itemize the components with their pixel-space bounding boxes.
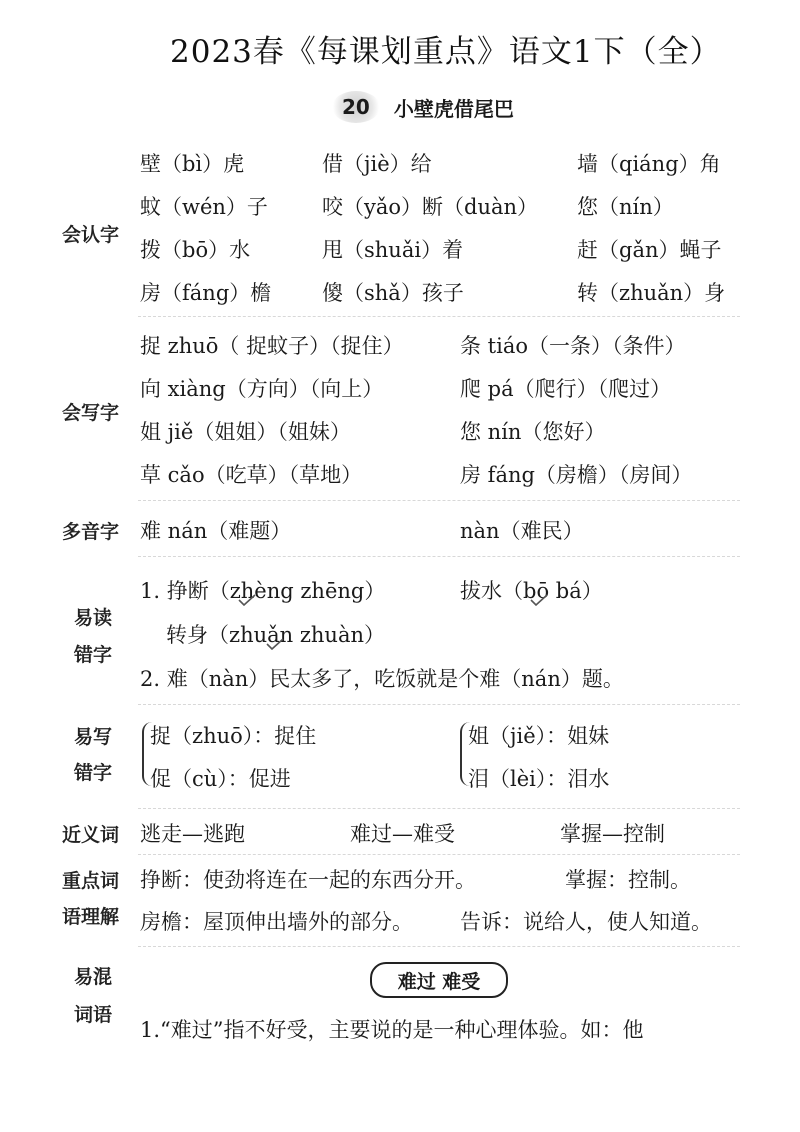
section-label-miswrite: 错字 <box>74 762 113 784</box>
lesson-name: 小壁虎借尾巴 <box>393 96 514 121</box>
write-cell: 向 xiàng（方向）（向上） <box>140 377 384 401</box>
polyphone-item: 难 nán（难题） <box>140 519 292 543</box>
recognize-cell: 借（jiè）给 <box>322 152 432 176</box>
keyword-definition: 告诉：说给人，使人知道。 <box>460 910 712 934</box>
section-label-recognize: 会认字 <box>62 224 120 246</box>
section-label-synonyms: 近义词 <box>62 824 120 846</box>
section-divider <box>138 704 740 705</box>
section-divider <box>138 854 740 855</box>
check-mark-icon <box>266 638 284 650</box>
lesson-heading <box>332 90 514 124</box>
write-cell: 草 cǎo（吃草）（草地） <box>140 463 363 487</box>
keyword-definition: 房檐：屋顶伸出墙外的部分。 <box>140 910 413 934</box>
synonym-pair: 掌握—控制 <box>560 822 665 846</box>
section-label-keywords: 语理解 <box>62 906 120 928</box>
section-label-misread: 易读 <box>74 607 113 629</box>
recognize-cell: 傻（shǎ）孩子 <box>322 281 464 305</box>
misread-line: 1. 挣断（zhèng zhēng） <box>140 579 386 603</box>
miswrite-item: 促（cù）：促进 <box>150 767 291 791</box>
section-divider <box>138 946 740 947</box>
section-label-polyphone: 多音字 <box>62 521 120 543</box>
polyphone-item: nàn（难民） <box>460 519 584 543</box>
write-cell: 条 tiáo（一条）（条件） <box>460 334 686 358</box>
recognize-cell: 转（zhuǎn）身 <box>577 281 726 305</box>
section-label-write: 会写字 <box>62 402 120 424</box>
keyword-definition: 挣断：使劲将连在一起的东西分开。 <box>140 868 476 892</box>
write-cell: 您 nín（您好） <box>460 420 606 444</box>
recognize-cell: 墙（qiáng）角 <box>577 152 721 176</box>
recognize-cell: 拨（bō）水 <box>140 238 251 262</box>
synonym-pair: 难过—难受 <box>350 822 455 846</box>
confusing-words-box: 难过 难受 <box>370 962 508 998</box>
write-cell: 姐 jiě（姐姐）（姐妹） <box>140 420 351 444</box>
recognize-cell: 蚊（wén）子 <box>140 195 268 219</box>
miswrite-item: 泪（lèi）：泪水 <box>468 767 610 791</box>
miswrite-item: 捉（zhuō）：捉住 <box>150 724 317 748</box>
section-label-misread: 错字 <box>74 644 113 666</box>
recognize-cell: 您（nín） <box>577 195 674 219</box>
misread-line: 2. 难（nàn）民太多了，吃饭就是个难（nán）题。 <box>140 667 624 691</box>
recognize-cell: 赶（gǎn）蝇子 <box>577 238 722 262</box>
check-mark-icon <box>238 594 256 606</box>
recognize-cell: 房（fáng）檐 <box>140 281 272 305</box>
lesson-number: 20 <box>332 91 380 123</box>
synonym-pair: 逃走—逃跑 <box>140 822 245 846</box>
section-divider <box>138 316 740 317</box>
write-cell: 爬 pá（爬行）（爬过） <box>460 377 672 401</box>
recognize-cell: 壁（bì）虎 <box>140 152 245 176</box>
section-label-keywords: 重点词 <box>62 870 120 892</box>
confusing-explanation: 1.“难过”指不好受，主要说的是一种心理体验。如：他 <box>140 1018 644 1042</box>
section-divider <box>138 808 740 809</box>
recognize-cell: 咬（yǎo）断（duàn） <box>322 195 539 219</box>
write-cell: 捉 zhuō（ 捉蚊子）（捉住） <box>140 334 404 358</box>
section-label-confusing: 词语 <box>74 1004 113 1026</box>
keyword-definition: 掌握：控制。 <box>565 868 691 892</box>
section-divider <box>138 500 740 501</box>
misread-line: 拔水（bō bá） <box>460 579 603 603</box>
section-label-confusing: 易混 <box>74 966 113 988</box>
page-title: 2023春《每课划重点》语文1下（全） <box>170 34 722 70</box>
check-mark-icon <box>530 594 548 606</box>
write-cell: 房 fáng（房檐）（房间） <box>460 463 693 487</box>
recognize-cell: 甩（shuǎi）着 <box>322 238 464 262</box>
miswrite-item: 姐（jiě）：姐妹 <box>468 724 610 748</box>
section-divider <box>138 556 740 557</box>
misread-line: 转身（zhuǎn zhuàn） <box>166 623 385 647</box>
section-label-miswrite: 易写 <box>74 726 113 748</box>
